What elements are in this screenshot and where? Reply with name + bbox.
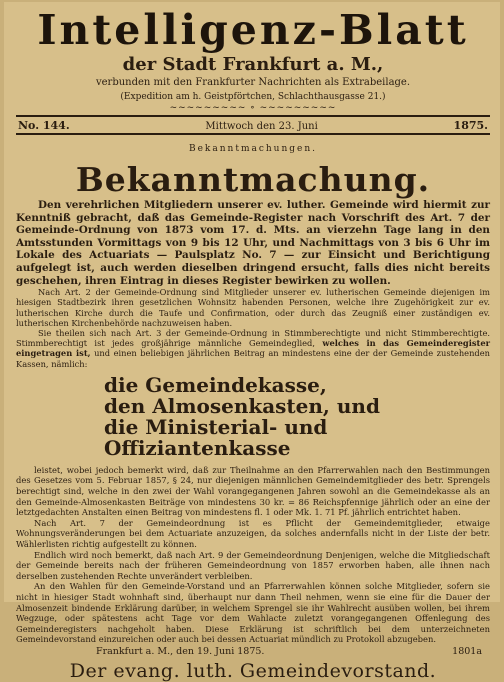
- issue-number: No. 144.: [18, 119, 70, 132]
- intro-paragraph: Den verehrlichen Mitgliedern unserer ev. luther. Gemeinde wird hiermit zur Kenntniß gebracht, daß das Gemeinde-Register nach Vorschrift des Art. 7 der Gemeinde-Ordnung von 1873 vom 17. d. Mts. an vierzehn Tage lang in den Amtsstunden Vormittags von 9 bis 12 Uhr, und Nachmittags von 3 bis 6 Uhr im Lokale des Actuariats — Paulsplatz No. 7 — zur Einsicht und Berichtigung aufgelegt ist, auch werden dieselben dringend ersucht, falls dies nicht bereits geschehen, ihren Eintrag in dieses Register bewirken zu wollen.: [16, 199, 490, 287]
- place-date: Frankfurt a. M., den 19. Juni 1875.: [96, 645, 265, 657]
- article-2-paragraph: Nach Art. 2 der Gemeinde-Ordnung sind Mitglieder unserer ev. lutherischen Gemeinde diejenigen im hiesigen Stadtbezirk ihren gesetzlichen Wohnsitz habenden Personen, welche ihre Zugehörigkeit zur ev. lutherischen Kirche durch die Taufe und Confirmation, oder durch das Zeugniß einer zuständigen ev. lutherischen Kirchenbehörde nachzuweisen haben.: [16, 287, 490, 328]
- place-date-line: [16, 646, 490, 658]
- masthead-subtitle: der Stadt Frankfurt a. M.,: [122, 54, 384, 75]
- article-3-paragraph: [16, 328, 490, 369]
- ornament-divider: ~~~~~~~~~ ∘ ~~~~~~~~~: [169, 103, 337, 113]
- section-heading: Bekanntmachungen.: [188, 144, 318, 154]
- article-3-end: und einen beliebigen jährlichen Beitrag an mindestens eine der der Gemeinde zustehenden Kassen, nämlich:: [16, 348, 490, 369]
- pfarrerwahl-paragraph: leistet, wobei jedoch bemerkt wird, daß zur Theilnahme an den Pfarrerwahlen nach den Bestimmungen des Gesetzes vom 5. Februar 1857, § 24, nur diejenigen männlichen Gemeindemitglieder des betr. Sprengels berechtigt sind, welche in den zwei der Wahl vorangegangenen Jahren sowohl an die Gemeindekasse als an den Gemeinde-Almosenkasten Beiträge von mindestens 30 kr. = 86 Reichspfennige jährlich oder an eine der letztgedachten Anstalten einen Beitrag von mindestens fl. 1 oder Mk. 1. 71 Pf. jährlich entrichtet haben.: [16, 464, 490, 518]
- masthead-joined: verbunden mit den Frankfurter Nachrichten als Extrabeilage.: [95, 77, 411, 88]
- fund-item: die Ministerial- und Offiziantenkasse: [104, 414, 328, 460]
- notice-title: Bekanntmachung.: [75, 160, 431, 199]
- article-3-bold: welches in das Gemeinderegister eingetragen ist,: [16, 338, 491, 359]
- newspaper-page: [4, 2, 500, 682]
- article-9-paragraph: Endlich wird noch bemerkt, daß nach Art. 9 der Gemeindeordnung Denjenigen, welche die Mitgliedschaft der Gemeinde bereits nach der früheren Gemeindeordnung von 1857 erworben haben, alle ihnen nach derselben zustehenden Rechte unverändert verbleiben.: [16, 549, 490, 581]
- notice-code: 1801a: [452, 645, 482, 657]
- funds-list: [16, 372, 490, 460]
- fund-item: den Almosenkasten, und: [104, 393, 380, 418]
- issue-year: 1875.: [453, 119, 488, 132]
- masthead-title: Intelligenz-Blatt: [37, 6, 469, 54]
- masthead-expedition: (Expedition am h. Geistpförtchen, Schlachthausgasse 21.): [120, 92, 386, 102]
- wahlen-paragraph: An den Wahlen für den Gemeinde-Vorstand und an Pfarrerwahlen können solche Mitglieder, sofern sie nicht in hiesiger Stadt wohnhaft sind, überhaupt nur dann Theil nehmen, wenn sie eine für die Dauer der Almosenzeit bindende Erklärung darüber, in welchem Sprengel sie ihr Wahlrecht ausüben wollen, bei ihrem Wegzuge, oder spätestens acht Tage vor dem Wahlacte zuletzt vorangegangenen Offenlegung des Gemeinderegisters nachgeholt haben. Diese Erklärung ist schriftlich bei dem unterzeichneten Gemeindevorstand einzureichen oder auch bei dessen Actuariat mündlich zu Protokoll abzugeben.: [16, 581, 490, 645]
- signature: Der evang. luth. Gemeindevorstand.: [69, 659, 437, 682]
- article-7-paragraph: Nach Art. 7 der Gemeindeordnung ist es Pflicht der Gemeindemitglieder, etwaige Wohnungsveränderungen bei dem Actuariate anzuzeigen, da solches andernfalls nicht in der Liste der betr. Wählerlisten richtig aufgestellt zu können.: [16, 517, 490, 549]
- dateline: [16, 115, 490, 135]
- fund-item: die Gemeindekasse,: [104, 372, 327, 397]
- issue-date: Mittwoch den 23. Juni: [205, 121, 318, 132]
- article-3-text: Sie theilen sich nach Art. 3 der Gemeinde-Ordnung in Stimmberechtigte und nicht Stimmberechtigte. Stimmberechtigt ist jedes großjährige männliche Gemeindeglied,: [16, 327, 490, 349]
